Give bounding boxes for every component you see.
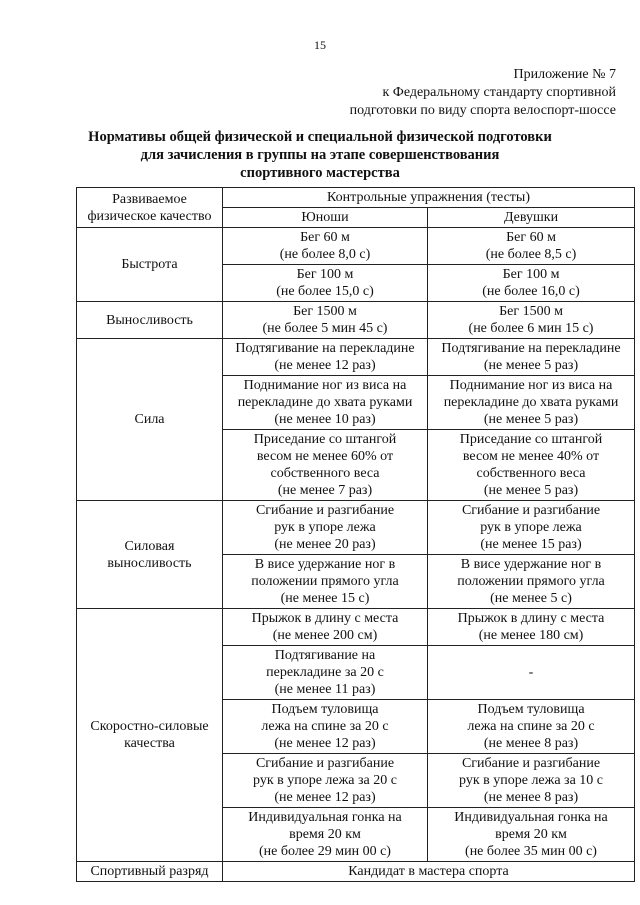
cell-text: Бег 60 м xyxy=(506,230,556,245)
table-row xyxy=(77,501,635,555)
cell-text: Поднимание ног из виса на xyxy=(449,378,613,393)
cell-text: Прыжок в длину с места xyxy=(457,611,605,626)
cell-text: качества xyxy=(124,736,175,751)
norm-girls xyxy=(428,339,635,376)
cell-text: время 20 км xyxy=(289,827,361,842)
title-line: для зачисления в группы на этапе совершенствования xyxy=(140,147,500,163)
cell-text: (не более 8,5 с) xyxy=(485,247,577,262)
norm-boys xyxy=(223,376,428,430)
cell-text: Подтягивание на перекладине xyxy=(235,341,415,356)
norm-boys xyxy=(223,265,428,302)
norm-girls xyxy=(428,228,635,265)
cell-text: (не менее 15 раз) xyxy=(480,537,582,552)
cell-text: (не менее 5 раз) xyxy=(483,358,579,373)
cell-text: Силовая xyxy=(124,538,175,554)
norm-girls xyxy=(428,609,635,646)
norm-girls xyxy=(428,376,635,430)
header-quality xyxy=(77,188,223,228)
cell-text: Бег 100 м xyxy=(502,267,560,282)
norm-girls xyxy=(428,754,635,808)
cell-text: (не более 15,0 с) xyxy=(276,284,374,299)
sport-rank-label: Спортивный разряд xyxy=(77,862,223,882)
norm-girls xyxy=(428,501,635,555)
appendix-line: подготовки по виду спорта велоспорт-шоссе xyxy=(349,103,616,118)
header-tests: Контрольные упражнения (тесты) xyxy=(223,188,635,208)
cell-text: собственного веса xyxy=(270,466,380,481)
cell-text: (не менее 12 раз) xyxy=(274,790,376,805)
cell-text: (не менее 200 см) xyxy=(272,628,378,643)
quality-strength-endurance xyxy=(77,501,223,609)
cell-text: - xyxy=(528,665,534,680)
norm-boys xyxy=(223,501,428,555)
cell-text: (не менее 12 раз) xyxy=(274,358,376,373)
quality-speed: Быстрота xyxy=(77,228,223,302)
header-text: физическое качество xyxy=(87,208,212,224)
cell-text: Поднимание ног из виса на xyxy=(243,378,407,393)
cell-text: (не более 6 мин 15 с) xyxy=(468,321,594,336)
cell-text: (не более 35 мин 00 с) xyxy=(465,844,597,859)
norm-boys xyxy=(223,302,428,339)
norm-boys xyxy=(223,339,428,376)
title-line: Нормативы общей физической и специальной физической подготовки xyxy=(88,129,552,145)
norm-boys xyxy=(223,646,428,700)
cell-text: (не менее 5 раз) xyxy=(483,483,579,498)
cell-text: Подъем туловища xyxy=(477,702,585,717)
cell-text: лежа на спине за 20 с xyxy=(261,719,389,734)
appendix-line: Приложение № 7 xyxy=(513,67,616,82)
page-number: 15 xyxy=(314,38,326,52)
norm-boys xyxy=(223,700,428,754)
table-row xyxy=(77,609,635,646)
cell-text: собственного веса xyxy=(476,466,586,481)
norms-table xyxy=(76,187,635,882)
cell-text: рук в упоре лежа за 20 с xyxy=(253,773,397,788)
cell-text: Приседание со штангой xyxy=(253,432,397,447)
cell-text: Приседание со штангой xyxy=(459,432,603,447)
cell-text: (не более 16,0 с) xyxy=(482,284,580,299)
cell-text: (не более 29 мин 00 с) xyxy=(259,844,391,859)
cell-text: Сгибание и разгибание xyxy=(255,503,395,518)
cell-text: В висе удержание ног в xyxy=(460,557,602,572)
title-line: спортивного мастерства xyxy=(240,165,400,181)
table-header-row xyxy=(77,188,635,208)
cell-text: положении прямого угла xyxy=(251,574,399,589)
cell-text: Подтягивание на xyxy=(274,648,376,663)
document-title xyxy=(0,128,640,182)
norm-boys xyxy=(223,555,428,609)
header-girls: Девушки xyxy=(428,208,635,228)
cell-text: лежа на спине за 20 с xyxy=(467,719,595,734)
cell-text: (не менее 20 раз) xyxy=(274,537,376,552)
cell-text: Подтягивание на перекладине xyxy=(441,341,621,356)
cell-text: Бег 60 м xyxy=(300,230,350,245)
cell-text: (не менее 5 раз) xyxy=(483,412,579,427)
cell-text: В висе удержание ног в xyxy=(254,557,396,572)
norm-girls xyxy=(428,430,635,501)
norm-girls xyxy=(428,646,635,700)
norm-boys xyxy=(223,609,428,646)
cell-text: Прыжок в длину с места xyxy=(251,611,399,626)
cell-text: Сгибание и разгибание xyxy=(461,756,601,771)
norm-girls xyxy=(428,808,635,862)
cell-text: Бег 1500 м xyxy=(499,304,563,319)
cell-text: (не более 8,0 с) xyxy=(279,247,371,262)
norm-boys xyxy=(223,430,428,501)
quality-endurance: Выносливость xyxy=(77,302,223,339)
cell-text: (не менее 8 раз) xyxy=(483,790,579,805)
norm-boys xyxy=(223,754,428,808)
cell-text: Индивидуальная гонка на xyxy=(248,810,402,825)
cell-text: перекладине до хвата руками xyxy=(443,395,619,410)
cell-text: рук в упоре лежа xyxy=(480,520,582,535)
cell-text: Подъем туловища xyxy=(271,702,379,717)
quality-strength: Сила xyxy=(77,339,223,501)
cell-text: выносливость xyxy=(107,555,192,571)
table-row xyxy=(77,302,635,339)
cell-text: рук в упоре лежа за 10 с xyxy=(459,773,603,788)
cell-text: (не более 5 мин 45 с) xyxy=(262,321,388,336)
sport-rank-value: Кандидат в мастера спорта xyxy=(223,862,635,882)
cell-text: (не менее 180 см) xyxy=(478,628,584,643)
norm-girls xyxy=(428,555,635,609)
cell-text: (не менее 12 раз) xyxy=(274,736,376,751)
header-boys: Юноши xyxy=(223,208,428,228)
norm-girls xyxy=(428,700,635,754)
cell-text: Сгибание и разгибание xyxy=(255,756,395,771)
appendix-line: к Федеральному стандарту спортивной xyxy=(382,85,616,100)
norm-girls xyxy=(428,265,635,302)
cell-text: рук в упоре лежа xyxy=(274,520,376,535)
norm-boys xyxy=(223,228,428,265)
cell-text: (не менее 15 с) xyxy=(280,591,370,606)
cell-text: Бег 100 м xyxy=(296,267,354,282)
cell-text: (не менее 10 раз) xyxy=(274,412,376,427)
cell-text: положении прямого угла xyxy=(457,574,605,589)
norm-girls xyxy=(428,302,635,339)
cell-text: (не менее 11 раз) xyxy=(274,682,376,697)
cell-text: весом не менее 40% от xyxy=(462,449,600,464)
cell-text: (не менее 8 раз) xyxy=(483,736,579,751)
cell-text: Сгибание и разгибание xyxy=(461,503,601,518)
table-row xyxy=(77,862,635,882)
cell-text: (не менее 5 с) xyxy=(490,591,572,606)
cell-text: (не менее 7 раз) xyxy=(277,483,373,498)
appendix-reference xyxy=(350,66,616,120)
cell-text: время 20 км xyxy=(495,827,567,842)
cell-text: Бег 1500 м xyxy=(293,304,357,319)
cell-text: Индивидуальная гонка на xyxy=(454,810,608,825)
cell-text: весом не менее 60% от xyxy=(256,449,394,464)
cell-text: перекладине за 20 с xyxy=(266,665,384,680)
table-row xyxy=(77,228,635,265)
cell-text: перекладине до хвата руками xyxy=(237,395,413,410)
header-text: Развиваемое xyxy=(112,191,187,207)
norm-boys xyxy=(223,808,428,862)
table-row xyxy=(77,339,635,376)
quality-speed-strength xyxy=(77,609,223,862)
cell-text: Скоростно-силовые xyxy=(90,719,209,734)
